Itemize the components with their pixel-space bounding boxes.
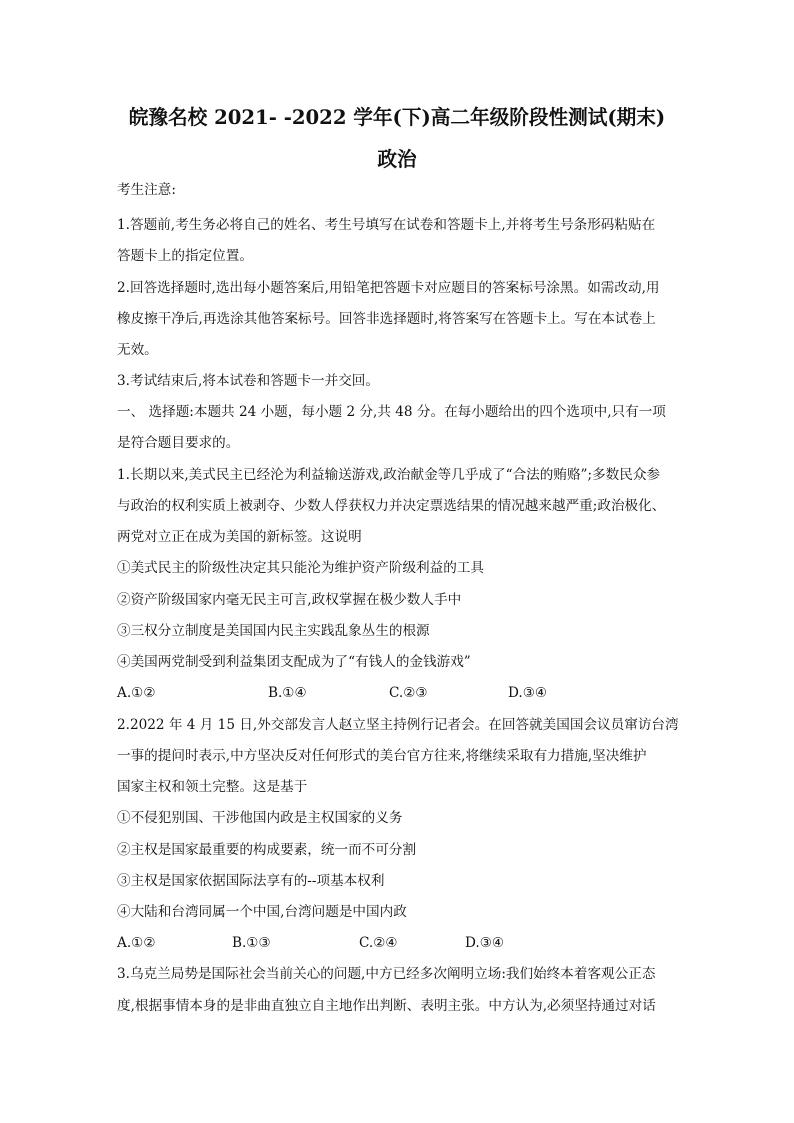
question-3-stem-line-2: 度,根据事情本身的是非曲直独立自主地作出判断、表明主张。中方认为,必须坚持通过对话 bbox=[117, 998, 656, 1014]
section-1-line-1: 一、 选择题:本题共 24 小题，每小题 2 分,共 48 分。在每小题给出的四个选项中,只有一项 bbox=[117, 404, 666, 420]
question-1-stem-line-1: 1.长期以来,美式民主已经沦为利益输送游戏,政治献金等几乎成了“合法的贿赂”;多数民众参 bbox=[117, 467, 661, 483]
question-2-stem-line-3: 国家主权和领土完整。这是基于 bbox=[117, 779, 308, 795]
question-1-stem-line-3: 两党对立正在成为美国的新标签。这说明 bbox=[117, 529, 362, 545]
question-1-option-c: C.②③ bbox=[389, 685, 428, 701]
notice-item-3: 3.考试结束后,将本试卷和答题卡一并交回。 bbox=[117, 373, 379, 389]
question-2-option-a: A.①② bbox=[117, 935, 156, 951]
notice-item-1-line-1: 1.答题前,考生务必将自己的姓名、考生号填写在试卷和答题卡上,并将考生号条形码粘贴在 bbox=[117, 217, 656, 233]
notice-item-1-line-2: 答题卡上的指定位置。 bbox=[117, 248, 253, 264]
question-1-statement-1: ①美式民主的阶级性决定其只能沦为维护资产阶级利益的工具 bbox=[117, 560, 485, 576]
question-2-statement-4: ④大陆和台湾同属一个中国,台湾问题是中国内政 bbox=[117, 904, 407, 920]
subject-title: 政治 bbox=[377, 148, 417, 171]
question-2-option-d: D.③④ bbox=[465, 935, 505, 951]
question-2-statement-3: ③主权是国家依据国际法享有的--项基本权利 bbox=[117, 873, 385, 889]
question-2-statement-2: ②主权是国家最重要的构成要素，统一而不可分割 bbox=[117, 842, 417, 858]
notice-item-2-line-2: 橡皮擦干净后,再选涂其他答案标号。回答非选择题时,将答案写在答题卡上。写在本试卷上 bbox=[117, 311, 656, 327]
notice-heading: 考生注意: bbox=[117, 182, 176, 198]
question-2-stem-line-1: 2.2022 年 4 月 15 日,外交部发言人赵立坚主持例行记者会。在回答就美国国会议员窜访台湾 bbox=[117, 717, 679, 733]
question-3-stem-line-1: 3.乌克兰局势是国际社会当前关心的问题,中方已经多次阐明立场:我们始终本着客观公正态 bbox=[117, 966, 656, 982]
question-1-option-d: D.③④ bbox=[508, 685, 548, 701]
question-1-statement-4: ④美国两党制受到利益集团支配成为了“有钱人的金钱游戏” bbox=[117, 654, 471, 670]
question-2-option-c: C.②④ bbox=[359, 935, 398, 951]
notice-item-2-line-3: 无效。 bbox=[117, 342, 158, 358]
question-2-statement-1: ①不侵犯别国、干涉他国内政是主权国家的义务 bbox=[117, 810, 403, 826]
question-2-option-b: B.①③ bbox=[232, 935, 271, 951]
question-1-statement-2: ②资产阶级国家内毫无民主可言,政权掌握在极少数人手中 bbox=[117, 592, 462, 608]
question-1-option-a: A.①② bbox=[117, 685, 156, 701]
question-1-statement-3: ③三权分立制度是美国国内民主实践乱象丛生的根源 bbox=[117, 623, 430, 639]
question-1-option-b: B.①④ bbox=[268, 685, 307, 701]
notice-item-2-line-1: 2.回答选择题时,选出每小题答案后,用铅笔把答题卡对应题目的答案标号涂黑。如需改动,用 bbox=[117, 280, 660, 296]
question-2-stem-line-2: 一事的提问时表示,中方坚决反对任何形式的美台官方往来,将继续采取有力措施,坚决维护 bbox=[117, 748, 647, 764]
exam-title: 皖豫名校 2021- -2022 学年(下)高二年级阶段性测试(期末) bbox=[128, 106, 666, 129]
question-1-stem-line-2: 与政治的权利实质上被剥夺、少数人俘获权力并决定票选结果的情况越来越严重;政治极化、 bbox=[117, 498, 666, 514]
section-1-line-2: 是符合题目要求的。 bbox=[117, 435, 240, 451]
